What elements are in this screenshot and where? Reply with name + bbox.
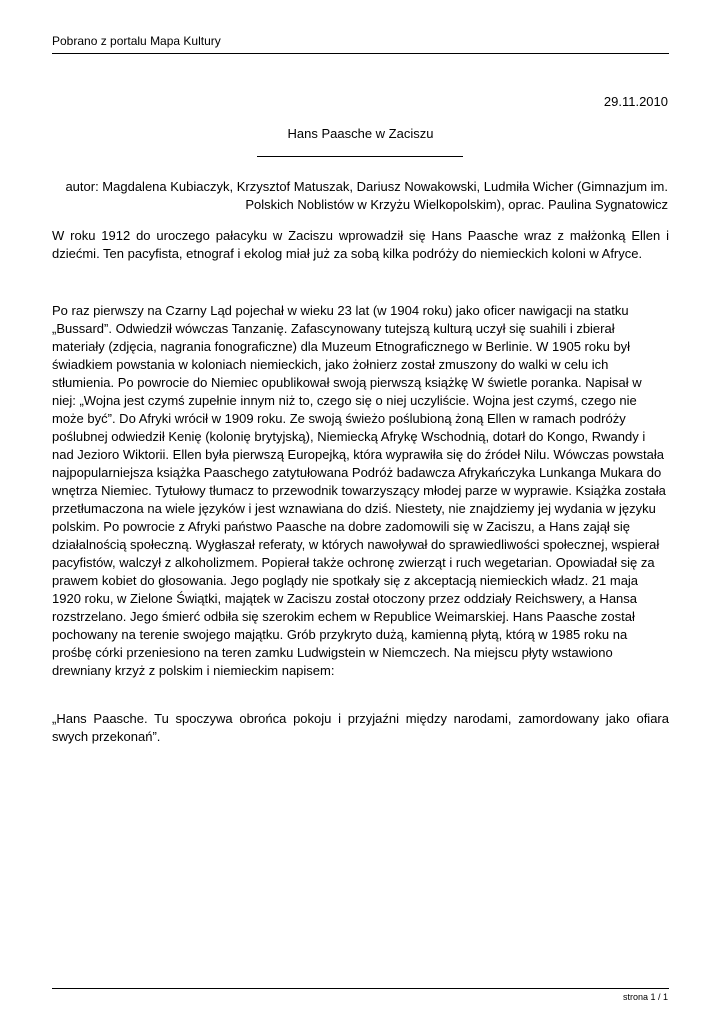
title-underline (257, 156, 463, 157)
header-divider (52, 53, 669, 54)
paragraph-inscription: „Hans Paasche. Tu spoczywa obrońca pokoju i przyjaźni między narodami, zamordowany jako ofiara swych przekonań”. (52, 711, 669, 744)
document-title: Hans Paasche w Zaciszu (287, 126, 434, 141)
page-number: strona 1 / 1 (622, 992, 668, 1002)
footer-divider (52, 988, 669, 989)
paragraph-biography: Po raz pierwszy na Czarny Ląd pojechał w wieku 23 lat (w 1904 roku) jako oficer nawigacji na statku „Bussard”. Odwiedził wówczas Tanzanię. Zafascynowany tutejszą kulturą uczył się suahili i zbierał materiały (zdjęcia, nagrania fonograficzne) dla Muzeum Etnograficznego w Berlinie. W 1905 roku był świadkiem powstania w koloniach niemieckich, jako żołnierz został zmuszony do walki w celu ich stłumienia. Po powrocie do Niemiec opublikował swoją pierwszą książkę W świetle poranka. Napisał w niej: „Wojna jest czymś zupełnie innym niż to, czego się o niej uczyliście. Wojna jest czymś, czego nie może być”. Do Afryki wrócił w 1909 roku. Ze swoją świeżo poślubioną żoną Ellen w ramach podróży poślubnej odwiedził Kenię (kolonię brytyjską), Niemiecką Afrykę Wschodnią, dotarł do Kongo, Rwandy i nad Jezioro Wiktorii. Ellen była pierwszą Europejką, która wyprawiła się do źródeł Nilu. Wówczas powstała najpopularniejsza książka Paaschego zatytułowana Podróż badawcza Afrykańczyka Lunkanga Mukara do wnętrza Niemiec. Tytułowy tłumacz to przewodnik towarzyszący młodej parze w wyprawie. Książka została przetłumaczona na wiele języków i jest wznawiana do dziś. Niestety, nie znajdziemy jej wydania w języku polskim. Po powrocie z Afryki państwo Paasche na dobre zadomowili się w Zaciszu, a Hans zajął się działalnością społeczną. Wygłaszał referaty, w których nawoływał do sprawiedliwości społecznej, wspierał pacyfistów, walczył z alkoholizmem. Popierał także ochronę zwierząt i ruch wegetarian. Opowiadał się za prawem kobiet do głosowania. Jego poglądy nie spotkały się z akceptacją niemieckich władz. 21 maja 1920 roku, w Zielone Świątki, majątek w Zaciszu został otoczony przez oddziały Reichswery, a Hansa rozstrzelano. Jego śmierć odbiła się szerokim echem w Republice Weimarskiej. Hans Paasche został pochowany na terenie swojego majątku. Grób przykryto dużą, kamienną płytą, którą w 1985 roku na prośbę córki przeniesiono na teren zamku Ludwigstein w Niemczech. Na miejscu płyty wstawiono drewniany krzyż z polskim i niemieckim napisem: (52, 303, 666, 678)
paragraph-intro: W roku 1912 do uroczego pałacyku w Zaciszu wprowadził się Hans Paasche wraz z małżonką Ellen i dziećmi. Ten pacyfista, etnograf i ekolog miał już za sobą kilka podróży do niemieckich koloni w Afryce. (52, 228, 669, 261)
document-authors: autor: Magdalena Kubiaczyk, Krzysztof Matuszak, Dariusz Nowakowski, Ludmiła Wicher (Gimnazjum im. Polskich Noblistów w Krzyżu Wielkopolskim), oprac. Paulina Sygnatowicz (65, 179, 668, 212)
page-header-source: Pobrano z portalu Mapa Kultury (52, 34, 221, 48)
document-date: 29.11.2010 (603, 94, 668, 109)
